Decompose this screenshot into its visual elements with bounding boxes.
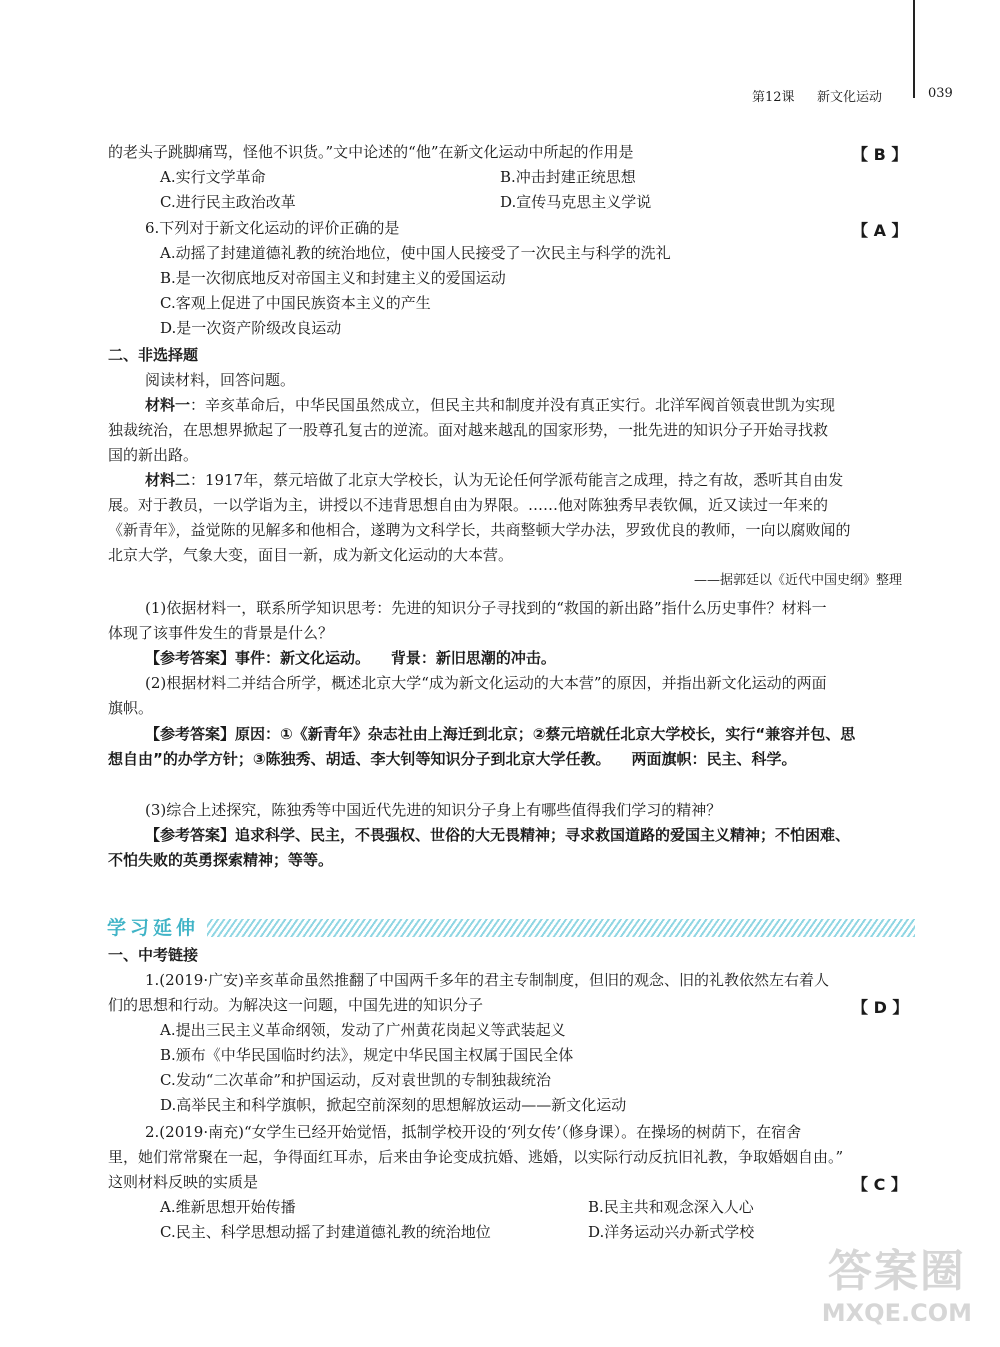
material1-label: 材料一 xyxy=(145,396,191,414)
q6-option-a: A.动摇了封建道德礼教的统治地位，使中国人民接受了一次民主与科学的洗礼 xyxy=(160,244,671,262)
ext-q2-option-a: A.维新思想开始传播 xyxy=(160,1198,296,1216)
q6-option-d: D.是一次资产阶级改良运动 xyxy=(160,319,342,337)
watermark-bottom: MXQE.COM xyxy=(821,1299,972,1327)
ext-q2-option-c: C.民主、科学思想动摇了封建道德礼教的统治地位 xyxy=(160,1223,491,1241)
ext-q2-answer: 【 C 】 xyxy=(852,1175,907,1194)
q6-answer: 【 A 】 xyxy=(852,221,908,240)
watermark-top: 答案圈 xyxy=(827,1246,966,1297)
ext-q2-line3: 这则材料反映的实质是 xyxy=(108,1173,259,1191)
banner-hatch-decoration xyxy=(207,919,915,937)
material2-line1: 材料二：1917年，蔡元培做了北京大学校长，认为无论任何学派苟能言之成理，持之有故，悉听其自由发 xyxy=(145,471,844,489)
subq2-answer-line1: 【参考答案】原因：①《新青年》杂志社由上海迁到北京；②蔡元培就任北京大学校长，实行“兼容并包、思 xyxy=(145,725,856,743)
material2-line2: 展。对于教员，一以学诣为主，讲授以不违背思想自由为界限。……他对陈独秀早表钦佩，近又读过一年来的 xyxy=(108,496,829,514)
subq3: (3)综合上述探究，陈独秀等中国近代先进的知识分子身上有哪些值得我们学习的精神？ xyxy=(145,801,722,819)
ext-q1-option-c: C.发动“二次革命”和护国运动，反对袁世凯的专制独裁统治 xyxy=(160,1071,552,1089)
q5-option-a: A.实行文学革命 xyxy=(160,168,266,186)
extension-banner xyxy=(107,915,915,941)
extension-banner-title: 学习延伸 xyxy=(107,917,200,939)
ext-q1-option-d: D.高举民主和科学旗帜，掀起空前深刻的思想解放运动——新文化运动 xyxy=(160,1096,627,1114)
ext-q2-option-b: B.民主共和观念深入人心 xyxy=(588,1198,754,1216)
header-divider xyxy=(913,0,915,98)
lesson-title: 新文化运动 xyxy=(817,90,883,105)
q5-answer: 【 B 】 xyxy=(852,145,908,164)
q6-stem: 6.下列对于新文化运动的评价正确的是 xyxy=(145,219,400,237)
subq3-answer-line2: 不怕失败的英勇探索精神；等等。 xyxy=(108,851,334,869)
q6-option-c: C.客观上促进了中国民族资本主义的产生 xyxy=(160,294,431,312)
ext-q2-option-d: D.洋务运动兴办新式学校 xyxy=(588,1223,755,1241)
material2-line3: 《新青年》，益觉陈的见解多和他相合，遂聘为文科学长，共商整顿大学办法，罗致优良的教师，一向以腐败闻的 xyxy=(108,521,851,539)
ext-q1-answer: 【 D 】 xyxy=(852,998,909,1017)
ext-q1-option-a: A.提出三民主义革命纲领，发动了广州黄花岗起义等武装起义 xyxy=(160,1021,566,1039)
ext-q1-line2: 们的思想和行动。为解决这一问题，中国先进的知识分子 xyxy=(108,996,484,1014)
section2-intro: 阅读材料，回答问题。 xyxy=(145,371,296,389)
subq1-answer: 【参考答案】事件：新文化运动。 背景：新旧思潮的冲击。 xyxy=(145,649,556,667)
q5-option-d: D.宣传马克思主义学说 xyxy=(500,193,652,211)
material1-line1: 材料一：辛亥革命后，中华民国虽然成立，但民主共和制度并没有真正实行。北洋军阀首领袁世凯为实现 xyxy=(145,396,836,414)
q6-option-b: B.是一次彻底地反对帝国主义和封建主义的爱国运动 xyxy=(160,269,506,287)
ext-q2-line1: 2.(2019·南充)“女学生已经开始觉悟，抵制学校开设的‘列女传’（修身课）。在操场的树荫下，在宿舍 xyxy=(145,1123,802,1141)
subq3-answer-line1: 【参考答案】追求科学、民主，不畏强权、世俗的大无畏精神；寻求救国道路的爱国主义精神；不怕困难、 xyxy=(145,826,851,844)
q5-stem: 的老头子跳脚痛骂，怪他不识货。”文中论述的“他”在新文化运动中所起的作用是 xyxy=(108,143,634,161)
lesson-number: 第12课 xyxy=(752,90,795,105)
ext-q1-line1: 1.(2019·广安)辛亥革命虽然推翻了中国两千多年的君主专制制度，但旧的观念、旧的礼教依然左右着人 xyxy=(145,971,829,989)
watermark-logo xyxy=(822,1235,972,1327)
material-source: ——据郭廷以《近代中国史纲》整理 xyxy=(694,573,903,588)
page-number: 039 xyxy=(928,86,953,101)
subq2-line1: (2)根据材料二并结合所学，概述北京大学“成为新文化运动的大本营”的原因，并指出新文化运动的两面 xyxy=(145,674,827,692)
section2-heading: 二、非选择题 xyxy=(108,346,199,364)
q5-option-c: C.进行民主政治改革 xyxy=(160,193,296,211)
material1-line2: 独裁统治，在思想界掀起了一股尊孔复古的逆流。面对越来越乱的国家形势，一批先进的知识分子开始寻找救 xyxy=(108,421,829,439)
q5-option-b: B.冲击封建正统思想 xyxy=(500,168,636,186)
subq1-line1: (1)依据材料一，联系所学知识思考：先进的知识分子寻找到的“救国的新出路”指什么历史事件？材料一 xyxy=(145,599,827,617)
subq1-line2: 体现了该事件发生的背景是什么？ xyxy=(108,624,334,642)
ext-q2-line2: 里，她们常常聚在一起，争得面红耳赤，后来由争论变成抗婚、逃婚，以实际行动反抗旧礼教，争取婚姻自由。” xyxy=(108,1148,844,1166)
subq2-answer-line2: 想自由”的办学方针；③陈独秀、胡适、李大钊等知识分子到北京大学任教。 两面旗帜：民主、科学。 xyxy=(108,750,797,768)
extension-heading: 一、中考链接 xyxy=(108,946,199,964)
ext-q1-option-b: B.颁布《中华民国临时约法》，规定中华民国主权属于国民全体 xyxy=(160,1046,574,1064)
material2-label: 材料二 xyxy=(145,471,191,489)
material1-line3: 国的新出路。 xyxy=(108,446,199,464)
material2-line4: 北京大学，气象大变，面目一新，成为新文化运动的大本营。 xyxy=(108,546,514,564)
subq2-line2: 旗帜。 xyxy=(108,699,154,717)
